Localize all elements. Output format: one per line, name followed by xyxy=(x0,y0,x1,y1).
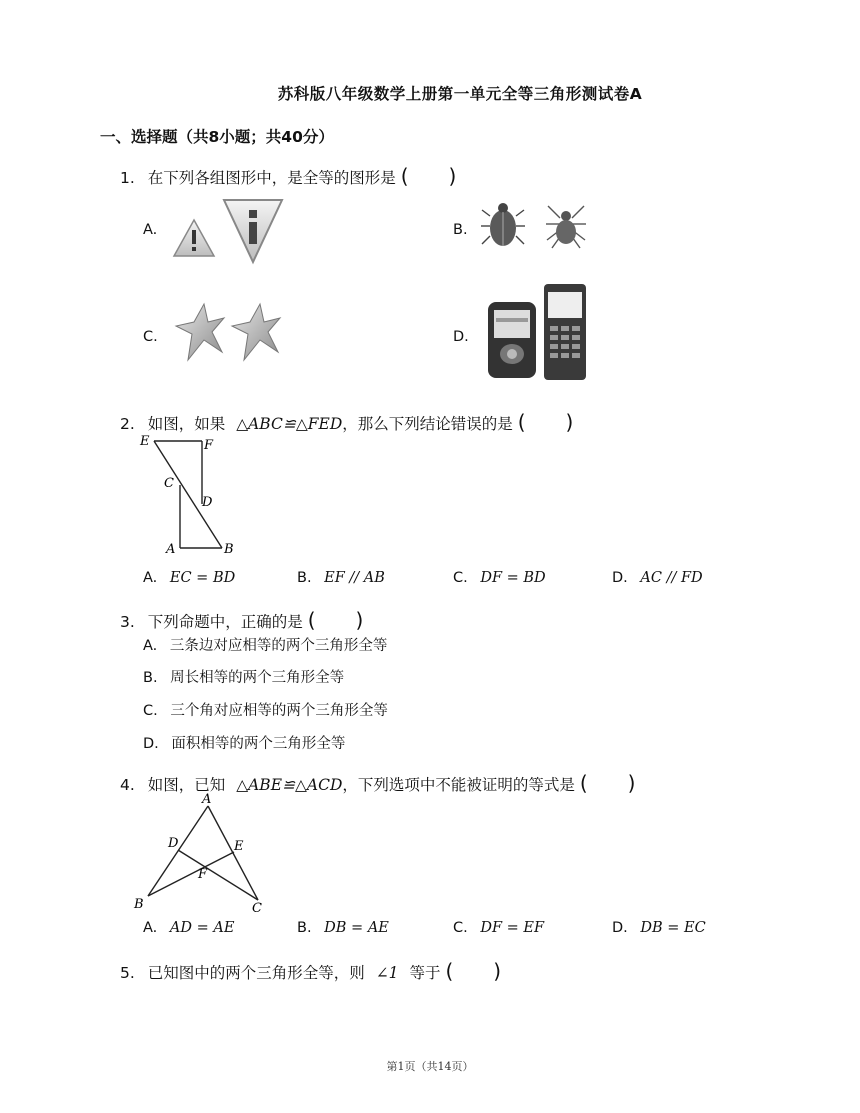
option-label: C. xyxy=(453,570,468,586)
option-label: A. xyxy=(143,638,158,654)
option-value: DF = BD xyxy=(480,570,546,586)
label-C: C xyxy=(164,476,174,491)
question-math: △ABC≌△FED xyxy=(236,415,343,433)
option-b xyxy=(297,570,385,586)
option-b xyxy=(143,666,344,687)
question-text-post: ，那么下列结论错误的是 xyxy=(342,415,513,433)
q2-figure xyxy=(136,432,246,560)
page-footer: 第1页（共14页） xyxy=(386,1060,474,1073)
option-a xyxy=(143,634,387,655)
option-value: EC = BD xyxy=(169,570,236,586)
label-A: A xyxy=(202,792,212,807)
option-label: B. xyxy=(297,570,312,586)
option-label: B. xyxy=(453,222,468,238)
question-text: 下列命题中，正确的是 xyxy=(147,613,303,631)
answer-paren: ( ) xyxy=(400,164,457,188)
option-d xyxy=(612,920,706,936)
option-label: C. xyxy=(143,329,158,345)
option-c xyxy=(453,920,544,936)
label-B: B xyxy=(224,542,234,557)
section-heading: 一、选择题（共8小题；共40分） xyxy=(100,128,334,146)
label-E: E xyxy=(234,839,244,854)
option-label: D. xyxy=(612,570,628,586)
label-C: C xyxy=(252,901,262,914)
answer-paren: ( ) xyxy=(445,959,502,983)
option-value: AC // FD xyxy=(640,570,703,586)
option-value: 三个角对应相等的两个三角形全等 xyxy=(170,703,388,719)
answer-paren: ( ) xyxy=(307,608,364,632)
option-label: D. xyxy=(453,329,469,345)
label-A: A xyxy=(166,542,176,557)
option-label: C. xyxy=(143,703,158,719)
page-title: 苏科版八年级数学上册第一单元全等三角形测试卷A xyxy=(277,85,643,103)
option-a xyxy=(143,570,235,586)
option-value: 面积相等的两个三角形全等 xyxy=(171,736,346,752)
option-value: EF // AB xyxy=(324,570,385,586)
label-F: F xyxy=(198,867,208,882)
phone-images xyxy=(484,282,594,382)
question-text-pre: 如图，已知 xyxy=(147,776,226,794)
question-3 xyxy=(120,604,363,633)
question-number: 5. xyxy=(120,964,135,982)
option-label: A. xyxy=(143,920,158,936)
option-value: DB = EC xyxy=(640,920,706,936)
option-label: B. xyxy=(297,920,312,936)
question-1 xyxy=(120,160,456,189)
option-a xyxy=(143,920,234,936)
question-text-pre: 已知图中的两个三角形全等，则 xyxy=(147,964,365,982)
label-B: B xyxy=(134,897,144,912)
option-label: C. xyxy=(453,920,468,936)
question-text-post: 等于 xyxy=(409,964,441,982)
option-value: 周长相等的两个三角形全等 xyxy=(170,670,345,686)
label-D: D xyxy=(168,836,179,851)
label-D: D xyxy=(202,495,213,510)
option-d xyxy=(612,570,703,586)
warning-signs-image xyxy=(168,196,288,268)
question-text: 在下列各组图形中，是全等的图形是 xyxy=(147,169,396,187)
answer-paren: ( ) xyxy=(517,410,574,434)
bug-images xyxy=(480,196,600,252)
label-F: F xyxy=(204,438,214,453)
question-number: 2. xyxy=(120,415,135,433)
question-number: 3. xyxy=(120,613,135,631)
option-value: DB = AE xyxy=(324,920,389,936)
option-c xyxy=(453,570,546,586)
option-label: A. xyxy=(143,222,158,238)
starfish-images xyxy=(172,300,292,368)
question-math: △ABE≌△ACD xyxy=(236,776,343,794)
question-5 xyxy=(120,955,501,984)
option-b xyxy=(297,920,389,936)
option-value: DF = EF xyxy=(480,920,545,936)
question-math: ∠1 xyxy=(375,964,399,982)
question-number: 4. xyxy=(120,776,135,794)
option-c xyxy=(143,699,388,720)
option-value: 三条边对应相等的两个三角形全等 xyxy=(169,638,388,654)
question-text-pre: 如图，如果 xyxy=(147,415,226,433)
option-label: D. xyxy=(143,736,159,752)
option-label: D. xyxy=(612,920,628,936)
question-number: 1. xyxy=(120,169,135,187)
q4-figure xyxy=(130,790,270,914)
option-d xyxy=(143,732,345,753)
question-text-post: ，下列选项中不能被证明的等式是 xyxy=(342,776,575,794)
answer-paren: ( ) xyxy=(579,771,636,795)
label-E: E xyxy=(140,434,150,449)
option-label: B. xyxy=(143,670,158,686)
option-label: A. xyxy=(143,570,158,586)
question-2 xyxy=(120,406,573,435)
option-value: AD = AE xyxy=(169,920,235,936)
